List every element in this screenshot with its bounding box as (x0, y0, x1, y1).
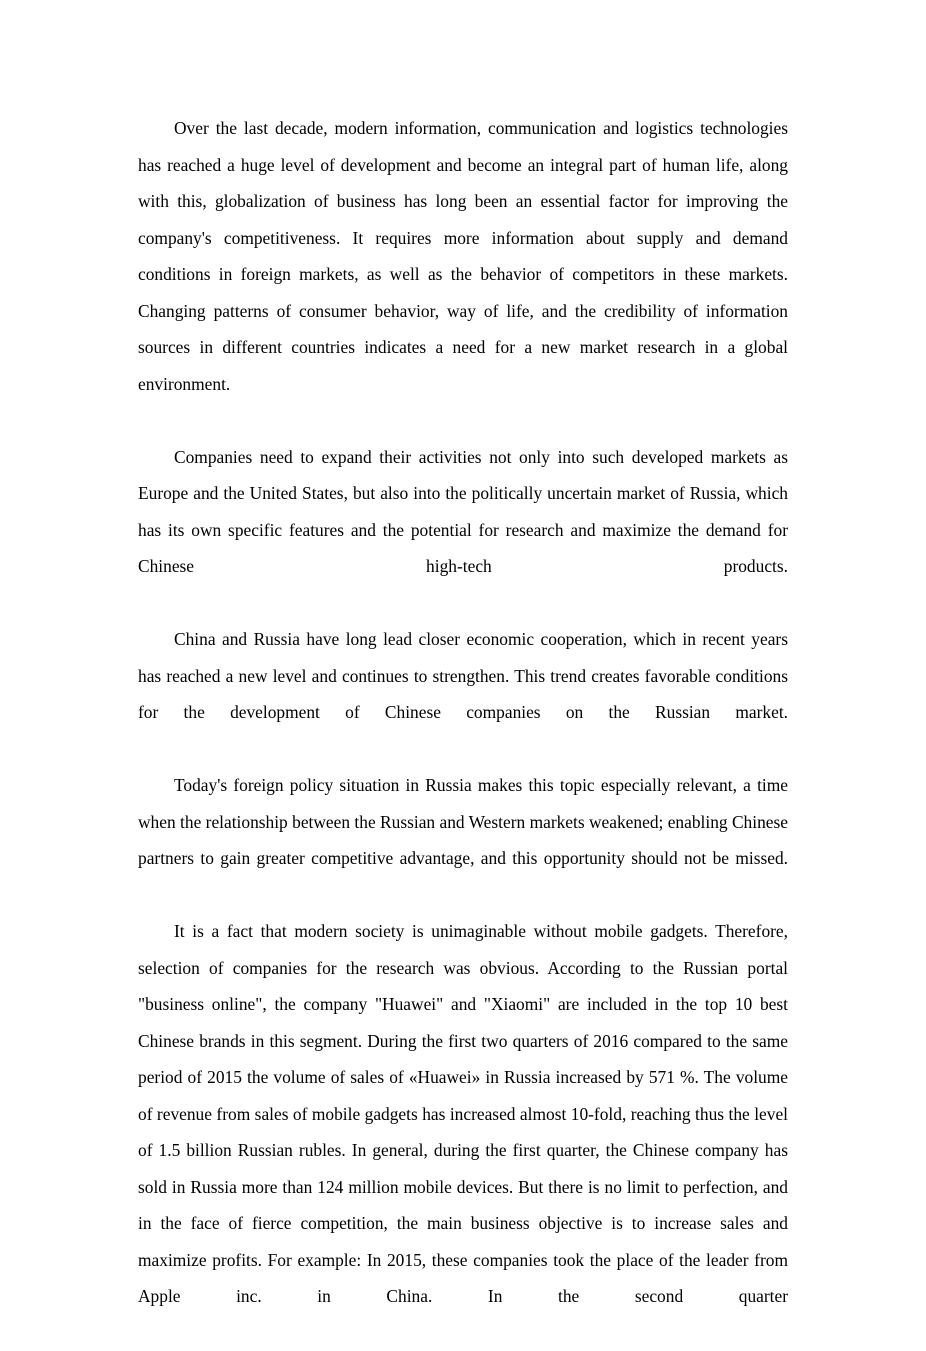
paragraph-4: Today's foreign policy situation in Russia makes this topic especially relevant, a time when the relationship between the Russian and Western markets weakened; enabling Chinese partners to gain greater competitive advantage, and this opportunity should not be missed. (138, 775, 788, 868)
document-body (138, 110, 788, 1351)
paragraph-1: Over the last decade, modern information, communication and logistics technologies has reached a huge level of development and become an integral part of human life, along with this, globalization of business has long been an essential factor for improving the company's competitiveness. It requires more information about supply and demand conditions in foreign markets, as well as the behavior of competitors in these markets. Changing patterns of consumer behavior, way of life, and the credibility of information sources in different countries indicates a need for a new market research in a global environment. (138, 118, 788, 394)
paragraph-2: Companies need to expand their activities not only into such developed markets as Europe and the United States, but also into the politically uncertain market of Russia, which has its own specific features and the potential for research and maximize the demand for Chinese high-tech products. (138, 446, 788, 576)
paragraph-5: It is a fact that modern society is unimaginable without mobile gadgets. Therefore, selection of companies for the research was obvious. According to the Russian portal "business online", the company "Huawei" and "Xiaomi" are included in the top 10 best Chinese brands in this segment. During the first two quarters of 2016 compared to the same period of 2015 the volume of sales of «Huawei» in Russia increased by 571 %. The volume of revenue from sales of mobile gadgets has increased almost 10-fold, reaching thus the level of 1.5 billion Russian rubles. In general, during the first quarter, the Chinese company has sold in Russia more than 124 million mobile devices. But there is no limit to perfection, and in the face of fierce competition, the main business objective is to increase sales and maximize profits. For example: In 2015, these companies took the place of the leader from Apple inc. in China. In the second quarter (138, 921, 788, 1306)
paragraph-3: China and Russia have long lead closer economic cooperation, which in recent years has reached a new level and continues to strengthen. This trend creates favorable conditions for the development of Chinese companies on the Russian market. (138, 629, 788, 722)
